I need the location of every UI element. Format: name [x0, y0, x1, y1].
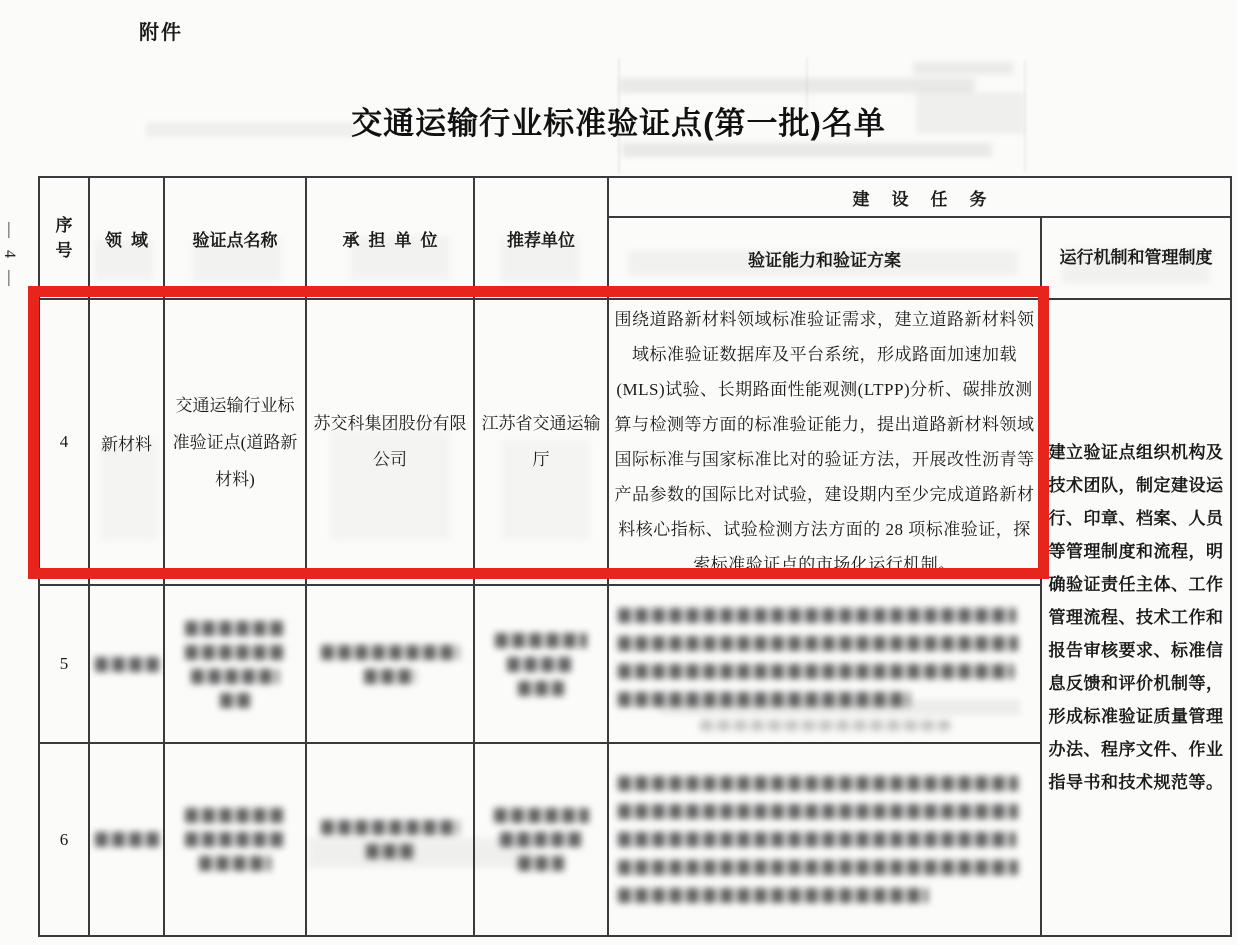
- cell-plan-redacted: [608, 743, 1041, 936]
- cell-seq: 4: [39, 299, 89, 585]
- cell-seq: 6: [39, 743, 89, 936]
- cell-domain-redacted: [89, 743, 164, 936]
- col-header-seq: 序号: [39, 177, 89, 299]
- col-header-domain: 领域: [89, 177, 164, 299]
- col-header-unit: 承担单位: [306, 177, 474, 299]
- cell-recommender-redacted: [474, 743, 608, 936]
- col-header-mechanism: 运行机制和管理制度: [1041, 217, 1231, 299]
- cell-name-redacted: [164, 743, 306, 936]
- cell-unit-redacted: [306, 585, 474, 743]
- cell-domain-redacted: [89, 585, 164, 743]
- document-title: 交通运输行业标准验证点(第一批)名单: [351, 106, 886, 141]
- cell-recommender-redacted: [474, 585, 608, 743]
- col-header-plan: 验证能力和验证方案: [608, 217, 1041, 299]
- col-header-task-group: 建设任务: [608, 177, 1231, 217]
- cell-domain: 新材料: [89, 299, 164, 585]
- cell-plan-redacted: [608, 585, 1041, 743]
- ghost-text: [620, 78, 975, 93]
- page-number: — 4 —: [1, 222, 18, 290]
- cell-unit-redacted: [306, 743, 474, 936]
- cell-seq: 5: [39, 585, 89, 743]
- ghost-text: [622, 143, 992, 157]
- cell-recommender: 江苏省交通运输厅: [474, 299, 608, 585]
- cell-mechanism: 建立验证点组织机构及技术团队，制定建设运行、印章、档案、人员等管理制度和流程，明确验证责任主体、工作管理流程、技术工作和报告审核要求、标准信息反馈和评价机制等，形成标准验证质量管理办法、程序文件、作业指导书和技术规范等。: [1041, 299, 1231, 936]
- ghost-text: [913, 62, 1013, 75]
- col-header-recommender: 推荐单位: [474, 177, 608, 299]
- cell-plan: 围绕道路新材料领域标准验证需求，建立道路新材料领域标准验证数据库及平台系统，形成路面加速加载(MLS)试验、长期路面性能观测(LTPP)分析、碳排放测算与检测等方面的标准验证能力，提出道路新材料领域国际标准与国家标准比对的验证方法，开展改性沥青等产品参数的国际比对试验，建设期内至少完成道路新材料核心指标、试验检测方法方面的 28 项标准验证，探索标准验证点的市场化运行机制。: [608, 299, 1041, 585]
- attachment-label: 附件: [139, 22, 183, 44]
- cell-unit: 苏交科集团股份有限公司: [306, 299, 474, 585]
- red-highlight-box: [28, 286, 1049, 579]
- header-row-top: [39, 177, 1231, 217]
- col-header-name: 验证点名称: [164, 177, 306, 299]
- cell-name: 交通运输行业标准验证点(道路新材料): [164, 299, 306, 585]
- cell-name-redacted: [164, 585, 306, 743]
